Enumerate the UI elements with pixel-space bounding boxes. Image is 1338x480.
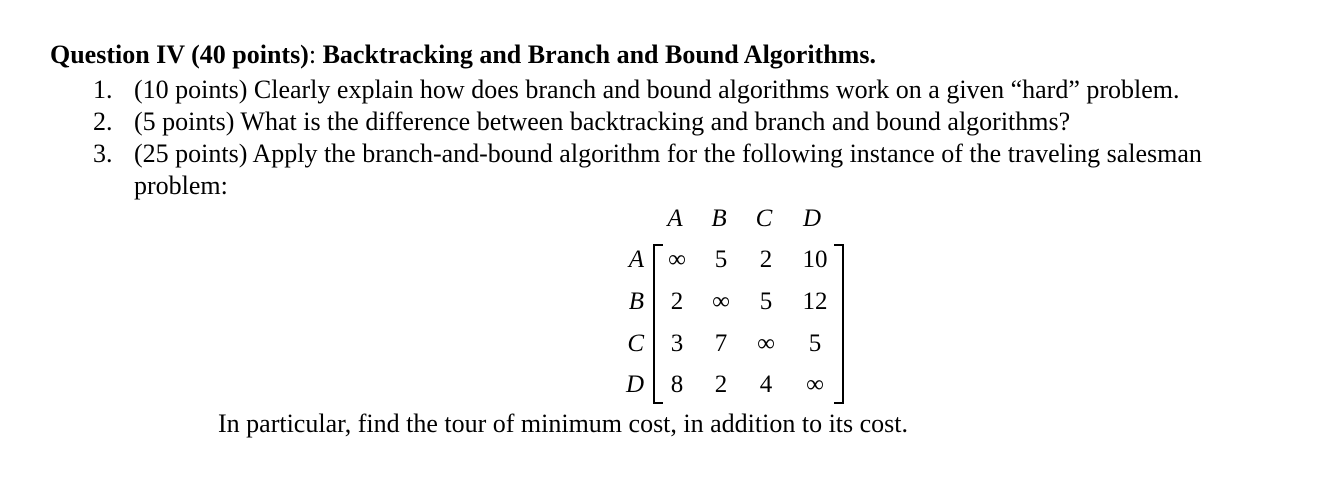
matrix-cell: 2 xyxy=(714,371,728,398)
instruction-footer: In particular, find the tour of minimum cost, in addition to its cost. xyxy=(218,409,909,438)
row-label-d: D xyxy=(625,371,644,398)
matrix-cell: 5 xyxy=(808,330,822,357)
matrix-right-bracket xyxy=(834,244,844,404)
matrix-cell: ∞ xyxy=(806,371,824,398)
matrix-cell: ∞ xyxy=(712,288,730,315)
column-header-b: B xyxy=(711,205,727,232)
question-heading xyxy=(50,38,876,72)
question-text: (10 points) Clearly explain how does branch and bound algorithms work on a given “hard” problem. xyxy=(134,75,1180,104)
heading-colon: : xyxy=(308,40,317,69)
matrix-cell: 10 xyxy=(802,246,828,273)
question-text-continuation: problem: xyxy=(134,171,228,200)
question-number: 3. xyxy=(93,139,113,168)
column-header-d: D xyxy=(802,205,822,232)
matrix-cell: 3 xyxy=(670,330,684,357)
matrix-cell: 2 xyxy=(670,288,684,315)
question-text: (25 points) Apply the branch-and-bound algorithm for the following instance of the traveling salesman xyxy=(134,139,1202,168)
question-text: (5 points) What is the difference between backtracking and branch and bound algorithms? xyxy=(134,107,1071,136)
matrix-cell: 5 xyxy=(759,288,773,315)
column-header-a: A xyxy=(667,205,683,232)
matrix-cell: 2 xyxy=(759,246,773,273)
matrix-cell: 5 xyxy=(714,246,728,273)
row-label-c: C xyxy=(627,330,644,357)
heading-topic: Backtracking and Branch and Bound Algorithms. xyxy=(316,40,876,69)
matrix-cell: ∞ xyxy=(757,330,775,357)
heading-title: Question IV (40 points) xyxy=(50,40,309,69)
matrix-cell: 7 xyxy=(714,330,728,357)
matrix-cell: ∞ xyxy=(668,246,686,273)
matrix-cell: 8 xyxy=(670,371,684,398)
row-label-b: B xyxy=(628,288,644,315)
question-number: 1. xyxy=(93,75,113,104)
row-label-a: A xyxy=(628,246,644,273)
matrix-cell: 4 xyxy=(759,371,773,398)
column-header-c: C xyxy=(755,205,773,232)
matrix-cell: 12 xyxy=(802,288,828,315)
question-number: 2. xyxy=(93,107,113,136)
